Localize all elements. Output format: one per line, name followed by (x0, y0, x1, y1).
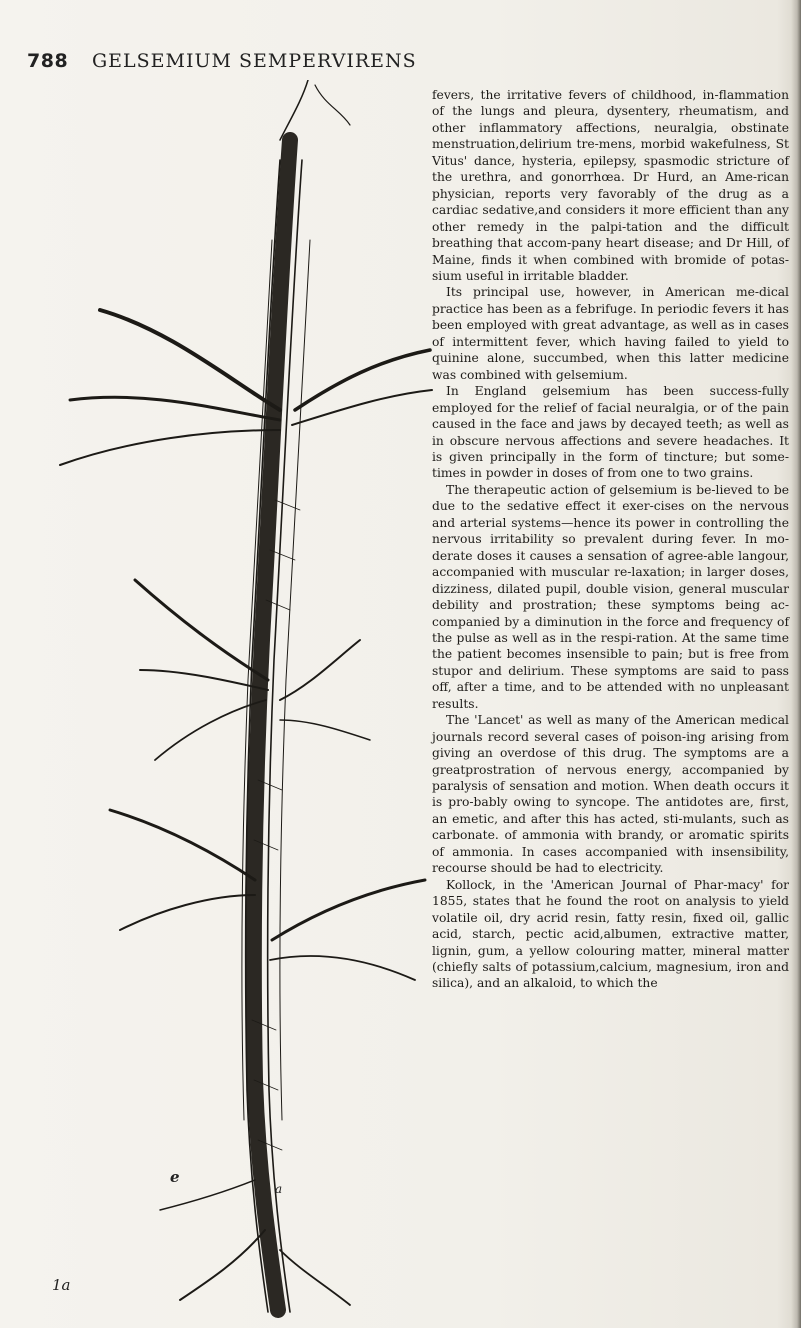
main-text-column (432, 87, 789, 992)
branch-right-lower-b (270, 956, 415, 980)
branch-left-lower (110, 810, 255, 880)
branch-right-upper (295, 350, 430, 410)
paragraph-1: fevers, the irritative fevers of childhood, in-flammation of the lungs and pleura, dysentery, rheumatism, and other inflammatory affections, neuralgia, obstinate menstruation,delirium tre-mens, morbid wakefulness, St Vitus' dance, hysteria, epilepsy, spasmodic stricture of the urethra, and gonorrhœa. Dr Hurd, an Ame-rican physician, reports very favorably of the drug as a cardiac sedative,and considers it more efficient than any other remedy in the palpi-tation and the difficult breathing that accom-pany heart disease; and Dr Hill, of Maine, finds it when combined with bromide of potas-sium useful in irritable bladder. (432, 88, 789, 283)
branch-right-upper-b (292, 390, 432, 425)
branch-left-mid (135, 580, 268, 680)
branch-right-mid-b (280, 720, 370, 740)
branch-right-lower (272, 880, 425, 940)
base-rootlet-1 (180, 1230, 265, 1300)
base-rootlet-2 (280, 1250, 350, 1305)
branch-left-upper-b (70, 397, 280, 420)
branch-left-upper-c (60, 430, 280, 465)
figure-label-e: e (170, 1168, 180, 1186)
paragraph-6: Kollock, in the 'American Journal of Phar-macy' for 1855, states that he found the root on analysis to yield volatile oil, dry acrid resin, fatty resin, fixed oil, gallic acid, starch, pectic acid,albumen, extractive matter, lignin, gum, a yellow colouring matter, mineral matter (chiefly salts of potassium,calcium, magnesium, iron and silica), and an alkaloid, to which the (432, 877, 789, 991)
stem-fiber-4 (280, 240, 310, 1120)
page-number: 788 (27, 50, 69, 72)
branch-left-lower-b (120, 895, 255, 930)
paragraph-3: In England gelsemium has been success-fully employed for the relief of facial neuralgia, or of the pain caused in the face and jaws by decayed teeth; as well as in obscure nervous affections and severe headaches. It is given principally in the form of tincture; but some-times in powder in doses of from one to two grains. (432, 384, 789, 481)
paragraph-4: The therapeutic action of gelsemium is be-lieved to be due to the sedative effect it exer-cises on the nervous and arterial systems—hence its power in controlling the nervous irritability so prevalent during fever. In mo-derate doses it causes a sensation of agree-able langour, accompanied with muscular re-laxation; in larger doses, dizziness, dilated pupil, double vision, general muscular debility and prostration; these symptoms being ac-companied by a diminution in the force and frequency of the pulse as well as in the respi-ration. At the same time the patient becomes insensible to pain; but is free from stupor and delirium. These symptoms are said to pass off, after a time, and to be attended with no unpleasant results. (432, 482, 789, 711)
branch-left-upper (100, 310, 280, 410)
running-head: GELSEMIUM SEMPERVIRENS (92, 50, 417, 72)
page-edge-shadow (791, 0, 801, 1328)
figure-label-1a: 1a (52, 1276, 71, 1294)
paragraph-5: The 'Lancet' as well as many of the American medical journals record several cases of poison-ing arising from giving an overdose of this drug. The symptoms are a greatprostration of nervous energy, accompanied by paralysis of sensation and motion. When death occurs it is pro-bably owing to syncope. The antidotes are, first, an emetic, and after this has acted, sti-mulants, such as carbonate. of ammonia with brandy, or aromatic spirits of ammonia. In cases accompanied with insensibility, recourse should be had to electricity. (432, 713, 789, 876)
branch-right-mid (280, 640, 360, 700)
rootlet-top (280, 80, 308, 140)
paragraph-2: Its principal use, however, in American me-dical practice has been as a febrifuge. In periodic fevers it has been employed with great advantage, as well as in cases of intermittent fever, which having failed to yield to quinine alone, succumbed, when this latter medicine was combined with gelsemium. (432, 285, 789, 382)
rootlet-top-2 (315, 85, 350, 125)
figure-label-a: a (275, 1182, 283, 1196)
stem-hatch-1 (275, 500, 300, 510)
gelsemium-root-illustration (40, 80, 435, 1320)
